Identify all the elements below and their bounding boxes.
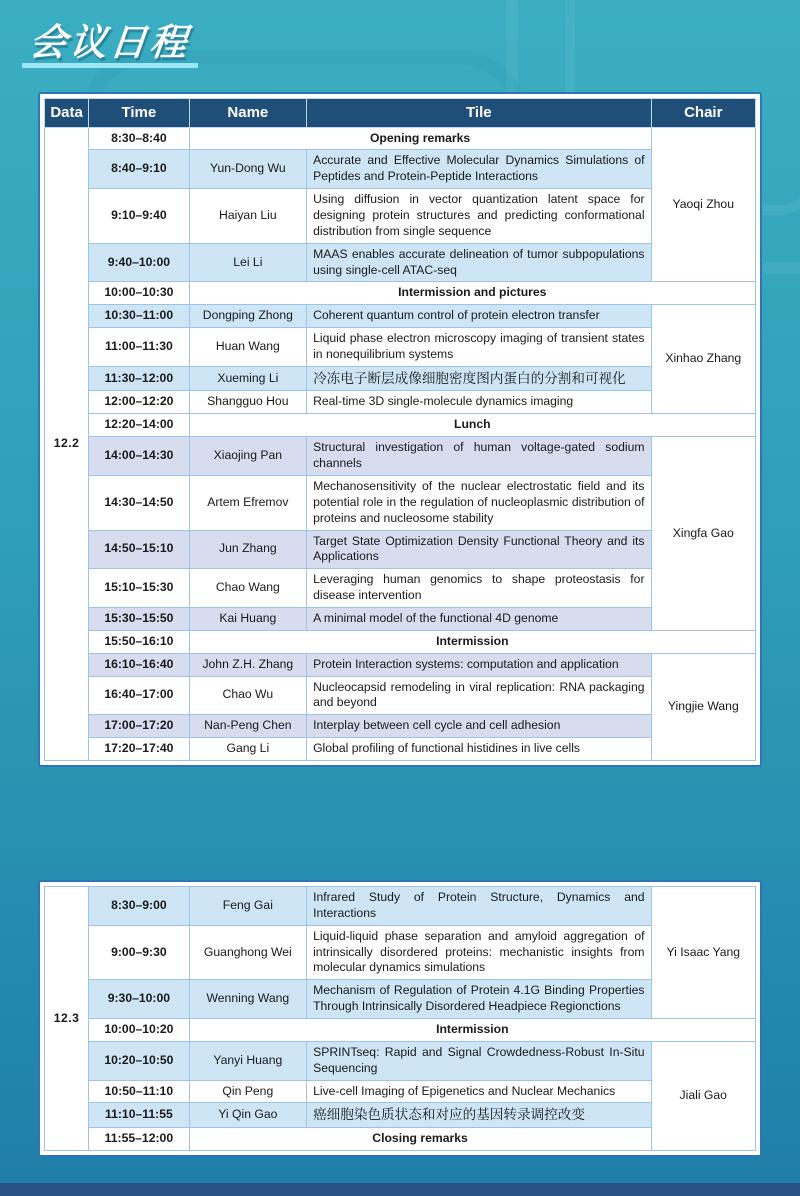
talk-title-cell: Infrared Study of Protein Structure, Dynamics and Interactions — [307, 887, 651, 926]
column-header-tile: Tile — [307, 99, 651, 128]
speaker-name-cell: Xiaojing Pan — [189, 437, 306, 476]
schedule-row — [45, 282, 756, 305]
time-cell: 9:00–9:30 — [89, 925, 189, 980]
talk-title-cell: Structural investigation of human voltage-gated sodium channels — [307, 437, 651, 476]
date-cell: 12.3 — [45, 887, 89, 1151]
time-cell: 17:20–17:40 — [89, 738, 189, 761]
speaker-name-cell: John Z.H. Zhang — [189, 653, 306, 676]
speaker-name-cell: Chao Wu — [189, 676, 306, 715]
speaker-name-cell: Yi Qin Gao — [189, 1103, 306, 1128]
time-cell: 8:40–9:10 — [89, 150, 189, 189]
schedule-table-day1 — [44, 98, 756, 761]
speaker-name-cell: Qin Peng — [189, 1080, 306, 1103]
session-span-cell: Intermission and pictures — [189, 282, 755, 305]
time-cell: 12:20–14:00 — [89, 414, 189, 437]
time-cell: 9:10–9:40 — [89, 189, 189, 244]
talk-title-cell: Mechanism of Regulation of Protein 4.1G Binding Properties Through Intrinsically Disordered Headpiece Regionctions — [307, 980, 651, 1019]
talk-title-cell: Using diffusion in vector quantization latent space for designing protein structures and predicting conformational distribution from single sequence — [307, 189, 651, 244]
time-cell: 10:50–11:10 — [89, 1080, 189, 1103]
time-cell: 17:00–17:20 — [89, 715, 189, 738]
session-span-cell: Intermission — [189, 630, 755, 653]
talk-title-cell: Nucleocapsid remodeling in viral replication: RNA packaging and beyond — [307, 676, 651, 715]
talk-title-cell: Live-cell Imaging of Epigenetics and Nuclear Mechanics — [307, 1080, 651, 1103]
session-span-cell: Intermission — [189, 1019, 755, 1042]
speaker-name-cell: Wenning Wang — [189, 980, 306, 1019]
schedule-row — [45, 1128, 756, 1151]
speaker-name-cell: Feng Gai — [189, 887, 306, 926]
time-cell: 11:30–12:00 — [89, 366, 189, 391]
day2-panel — [38, 880, 762, 1157]
talk-title-cell: Real-time 3D single-molecule dynamics imaging — [307, 391, 651, 414]
talk-title-cell: Mechanosensitivity of the nuclear electrostatic field and its potential role in the regulation of nucleoplasmic distribution of proteins and nucleosome stability — [307, 475, 651, 530]
speaker-name-cell: Nan-Peng Chen — [189, 715, 306, 738]
schedule-row — [45, 150, 756, 189]
schedule-row — [45, 189, 756, 244]
speaker-name-cell: Gang Li — [189, 738, 306, 761]
time-cell: 8:30–9:00 — [89, 887, 189, 926]
talk-title-cell: MAAS enables accurate delineation of tumor subpopulations using single-cell ATAC-seq — [307, 243, 651, 282]
schedule-row — [45, 925, 756, 980]
schedule-row — [45, 437, 756, 476]
speaker-name-cell: Chao Wang — [189, 569, 306, 608]
day1-panel — [38, 92, 762, 767]
column-header-chair: Chair — [651, 99, 755, 128]
speaker-name-cell: Yanyi Huang — [189, 1041, 306, 1080]
schedule-row — [45, 530, 756, 569]
table-header-row — [45, 99, 756, 128]
schedule-row — [45, 607, 756, 630]
schedule-row — [45, 676, 756, 715]
time-cell: 16:10–16:40 — [89, 653, 189, 676]
schedule-row — [45, 243, 756, 282]
schedule-row — [45, 414, 756, 437]
schedule-row — [45, 738, 756, 761]
time-cell: 10:00–10:20 — [89, 1019, 189, 1042]
talk-title-cell: Leveraging human genomics to shape proteostasis for disease intervention — [307, 569, 651, 608]
schedule-row — [45, 1019, 756, 1042]
speaker-name-cell: Dongping Zhong — [189, 305, 306, 328]
chair-cell: Jiali Gao — [651, 1041, 755, 1150]
time-cell: 15:30–15:50 — [89, 607, 189, 630]
time-cell: 10:20–10:50 — [89, 1041, 189, 1080]
talk-title-cell: Liquid phase electron microscopy imaging of transient states in nonequilibrium systems — [307, 328, 651, 367]
time-cell: 14:00–14:30 — [89, 437, 189, 476]
schedule-table-day2 — [44, 886, 756, 1151]
time-cell: 9:30–10:00 — [89, 980, 189, 1019]
session-span-cell: Lunch — [189, 414, 755, 437]
talk-title-cell: Protein Interaction systems: computation and application — [307, 653, 651, 676]
schedule-row — [45, 569, 756, 608]
schedule-row — [45, 980, 756, 1019]
talk-title-cell: A minimal model of the functional 4D genome — [307, 607, 651, 630]
chair-cell: Yaoqi Zhou — [651, 127, 755, 282]
speaker-name-cell: Xueming Li — [189, 366, 306, 391]
time-cell: 11:55–12:00 — [89, 1128, 189, 1151]
schedule-row — [45, 328, 756, 367]
talk-title-cell: 癌细胞染色质状态和对应的基因转录调控改变 — [307, 1103, 651, 1128]
schedule-row — [45, 1041, 756, 1080]
talk-title-cell: Target State Optimization Density Functional Theory and its Applications — [307, 530, 651, 569]
time-cell: 9:40–10:00 — [89, 243, 189, 282]
speaker-name-cell: Guanghong Wei — [189, 925, 306, 980]
chair-cell: Yingjie Wang — [651, 653, 755, 760]
time-cell: 15:50–16:10 — [89, 630, 189, 653]
chair-cell: Yi Isaac Yang — [651, 887, 755, 1019]
session-span-cell: Closing remarks — [189, 1128, 651, 1151]
schedule-row — [45, 887, 756, 926]
time-cell: 10:00–10:30 — [89, 282, 189, 305]
time-cell: 14:50–15:10 — [89, 530, 189, 569]
schedule-row — [45, 127, 756, 150]
date-cell: 12.2 — [45, 127, 89, 760]
schedule-row — [45, 1103, 756, 1128]
talk-title-cell: SPRINTseq: Rapid and Signal Crowdedness-Robust In-Situ Sequencing — [307, 1041, 651, 1080]
speaker-name-cell: Haiyan Liu — [189, 189, 306, 244]
speaker-name-cell: Kai Huang — [189, 607, 306, 630]
time-cell: 10:30–11:00 — [89, 305, 189, 328]
time-cell: 15:10–15:30 — [89, 569, 189, 608]
session-span-cell: Opening remarks — [189, 127, 651, 150]
schedule-row — [45, 305, 756, 328]
chair-cell: Xinhao Zhang — [651, 305, 755, 414]
column-header-data: Data — [45, 99, 89, 128]
schedule-row — [45, 1080, 756, 1103]
speaker-name-cell: Huan Wang — [189, 328, 306, 367]
talk-title-cell: Interplay between cell cycle and cell adhesion — [307, 715, 651, 738]
talk-title-cell: Liquid-liquid phase separation and amyloid aggregation of intrinsically disordered proteins: mechanistic insights from molecular dynamics simulations — [307, 925, 651, 980]
schedule-row — [45, 715, 756, 738]
talk-title-cell: Accurate and Effective Molecular Dynamics Simulations of Peptides and Protein-Peptide Interactions — [307, 150, 651, 189]
bottom-band — [0, 1183, 800, 1196]
time-cell: 11:10–11:55 — [89, 1103, 189, 1128]
title-underline — [22, 63, 198, 68]
time-cell: 11:00–11:30 — [89, 328, 189, 367]
schedule-row — [45, 475, 756, 530]
page-title: 会议日程 — [27, 22, 192, 63]
column-header-time: Time — [89, 99, 189, 128]
time-cell: 16:40–17:00 — [89, 676, 189, 715]
talk-title-cell: Global profiling of functional histidines in live cells — [307, 738, 651, 761]
talk-title-cell: 冷冻电子断层成像细胞密度图内蛋白的分割和可视化 — [307, 366, 651, 391]
schedule-row — [45, 391, 756, 414]
speaker-name-cell: Jun Zhang — [189, 530, 306, 569]
speaker-name-cell: Shangguo Hou — [189, 391, 306, 414]
time-cell: 14:30–14:50 — [89, 475, 189, 530]
talk-title-cell: Coherent quantum control of protein electron transfer — [307, 305, 651, 328]
schedule-row — [45, 653, 756, 676]
time-cell: 8:30–8:40 — [89, 127, 189, 150]
speaker-name-cell: Yun-Dong Wu — [189, 150, 306, 189]
schedule-row — [45, 630, 756, 653]
column-header-name: Name — [189, 99, 306, 128]
speaker-name-cell: Lei Li — [189, 243, 306, 282]
speaker-name-cell: Artem Efremov — [189, 475, 306, 530]
time-cell: 12:00–12:20 — [89, 391, 189, 414]
schedule-row — [45, 366, 756, 391]
chair-cell: Xingfa Gao — [651, 437, 755, 631]
